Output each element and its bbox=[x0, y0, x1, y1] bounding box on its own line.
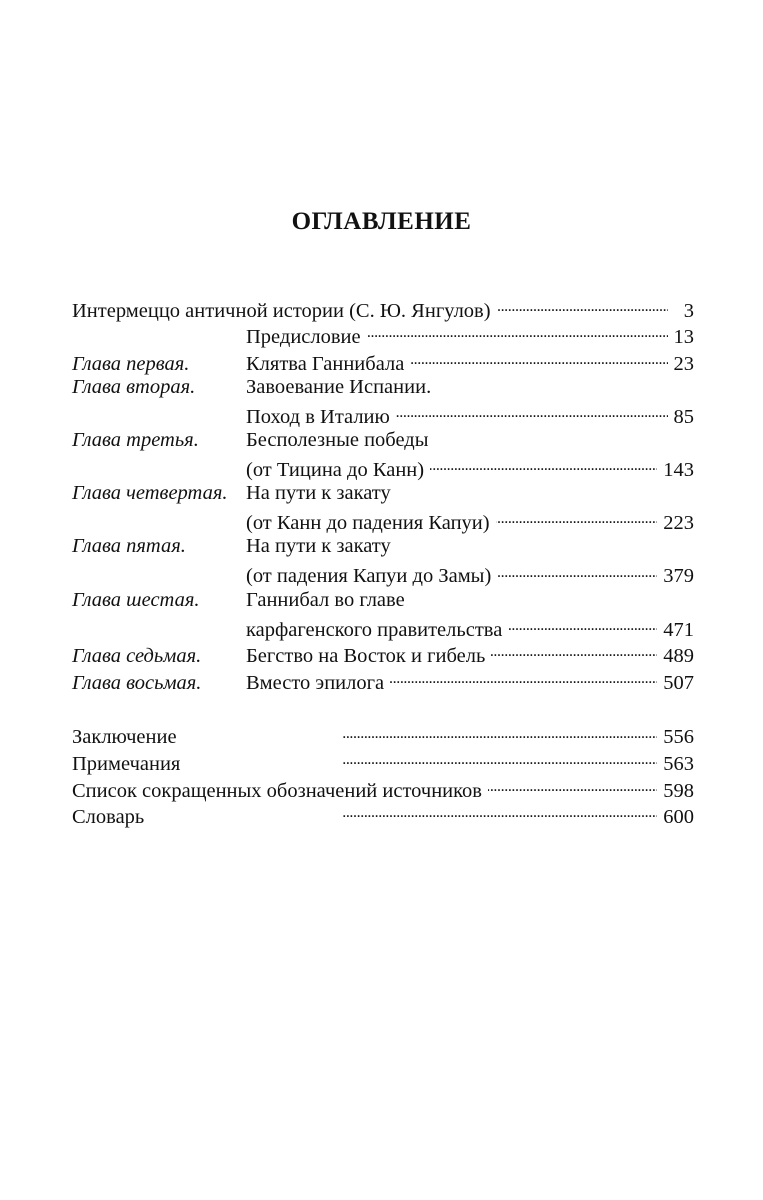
toc-page-number: 143 bbox=[663, 459, 694, 482]
dot-leader bbox=[508, 615, 657, 636]
dot-leader bbox=[367, 323, 668, 344]
toc-page-number: 13 bbox=[673, 326, 694, 349]
toc-entry-title: Бесполезные победы bbox=[246, 428, 429, 451]
toc-entry-title: Интермеццо античной истории (С. Ю. Янгулов) bbox=[72, 299, 491, 322]
toc-page-number: 600 bbox=[663, 806, 694, 829]
dot-leader bbox=[430, 456, 657, 477]
toc-entry-title: карфагенского правительства bbox=[246, 618, 503, 641]
toc-page-number: 379 bbox=[663, 565, 694, 588]
toc-entry bbox=[72, 668, 694, 695]
toc-entry-title: Предисловие bbox=[246, 326, 361, 349]
toc-page-number: 3 bbox=[683, 299, 694, 322]
toc-entry-title: Завоевание Испании. bbox=[246, 375, 432, 398]
toc-page-number: 23 bbox=[673, 352, 694, 375]
toc-page-number: 507 bbox=[663, 671, 694, 694]
toc-entry-title: На пути к закату bbox=[246, 482, 391, 505]
dot-leader bbox=[186, 750, 657, 771]
dot-leader bbox=[183, 723, 658, 744]
chapter-label: Глава первая. bbox=[72, 352, 190, 375]
toc-page-number: 489 bbox=[663, 645, 694, 668]
chapter-label: Глава вторая. bbox=[72, 375, 196, 398]
toc-entry-title: (от Тицина до Канн) bbox=[246, 459, 425, 482]
dot-leader bbox=[410, 349, 667, 370]
toc-entry bbox=[72, 589, 694, 616]
dot-leader bbox=[496, 509, 658, 530]
toc-entry bbox=[72, 296, 694, 323]
toc-entry bbox=[72, 376, 694, 403]
toc-entry bbox=[72, 482, 694, 509]
toc-entry bbox=[72, 509, 694, 536]
toc-entry bbox=[72, 535, 694, 562]
toc-entry-title: Заключение bbox=[72, 726, 177, 749]
toc-section-gap bbox=[72, 695, 694, 723]
chapter-label: Глава пятая. bbox=[72, 535, 186, 558]
toc-entry-title: Ганнибал во главе bbox=[246, 588, 405, 611]
chapter-label: Глава шестая. bbox=[72, 588, 200, 611]
dot-leader bbox=[488, 776, 657, 797]
toc-entry bbox=[72, 776, 694, 803]
chapter-label: Глава седьмая. bbox=[72, 645, 202, 668]
toc-entry-title: Список сокращенных обозначений источников bbox=[72, 779, 482, 802]
chapter-label: Глава четвертая. bbox=[72, 482, 228, 505]
toc-main-section bbox=[72, 296, 694, 695]
toc-entry bbox=[72, 456, 694, 483]
toc-page-number: 471 bbox=[663, 618, 694, 641]
toc-entry bbox=[72, 323, 694, 350]
toc-entry-title: (от Канн до падения Капуи) bbox=[246, 512, 490, 535]
chapter-label: Глава восьмая. bbox=[72, 671, 202, 694]
toc-entry bbox=[72, 615, 694, 642]
toc-entry-title: Поход в Италию bbox=[246, 405, 390, 428]
dot-leader bbox=[390, 668, 657, 689]
toc-entry bbox=[72, 750, 694, 777]
toc-entry bbox=[72, 562, 694, 589]
toc-entry-title: Словарь bbox=[72, 806, 145, 829]
toc-page-number: 223 bbox=[663, 512, 694, 535]
dot-leader bbox=[396, 402, 668, 423]
toc-entry bbox=[72, 803, 694, 830]
dot-leader bbox=[491, 642, 657, 663]
chapter-label: Глава третья. bbox=[72, 428, 199, 451]
toc-entry-title: (от падения Капуи до Замы) bbox=[246, 565, 492, 588]
toc-entry-title: На пути к закату bbox=[246, 535, 391, 558]
toc-entry-title: Бегство на Восток и гибель bbox=[246, 645, 486, 668]
toc-entry bbox=[72, 402, 694, 429]
dot-leader bbox=[497, 296, 668, 317]
toc-entry bbox=[72, 429, 694, 456]
table-of-contents bbox=[72, 296, 694, 829]
toc-entry bbox=[72, 723, 694, 750]
toc-page-number: 563 bbox=[663, 753, 694, 775]
toc-entry-title: Примечания bbox=[72, 753, 181, 775]
toc-entry bbox=[72, 642, 694, 669]
toc-back-matter-section bbox=[72, 723, 694, 829]
toc-entry-title: Вместо эпилога bbox=[246, 671, 385, 694]
toc-entry-title: Клятва Ганнибала bbox=[246, 352, 405, 375]
page-title: ОГЛАВЛЕНИЕ bbox=[291, 208, 472, 235]
toc-page-number: 85 bbox=[673, 405, 694, 428]
toc-entry bbox=[72, 349, 694, 376]
dot-leader bbox=[497, 562, 657, 583]
toc-page-number: 598 bbox=[663, 779, 694, 802]
toc-page-number: 556 bbox=[663, 726, 694, 749]
dot-leader bbox=[150, 803, 657, 824]
